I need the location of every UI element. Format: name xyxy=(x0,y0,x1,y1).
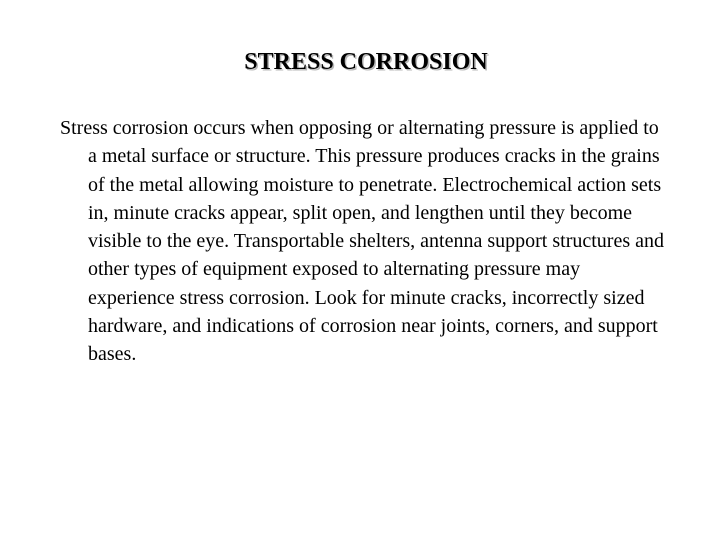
slide-title: STRESS CORROSION xyxy=(244,49,488,75)
body-paragraph: Stress corrosion occurs when opposing or alternating pressure is applied to a metal surface or structure. This pressure produces cracks in the grains of the metal allowing moisture to penetrate. Electrochemical action sets in, minute cracks appear, split open, and lengthen until they become visible to the eye. Transportable shelters, antenna support structures and other types of equipment exposed to alternating pressure may experience stress corrosion. Look for minute cracks, incorrectly sized hardware, and indications of corrosion near joints, corners, and support bases. xyxy=(60,117,664,366)
